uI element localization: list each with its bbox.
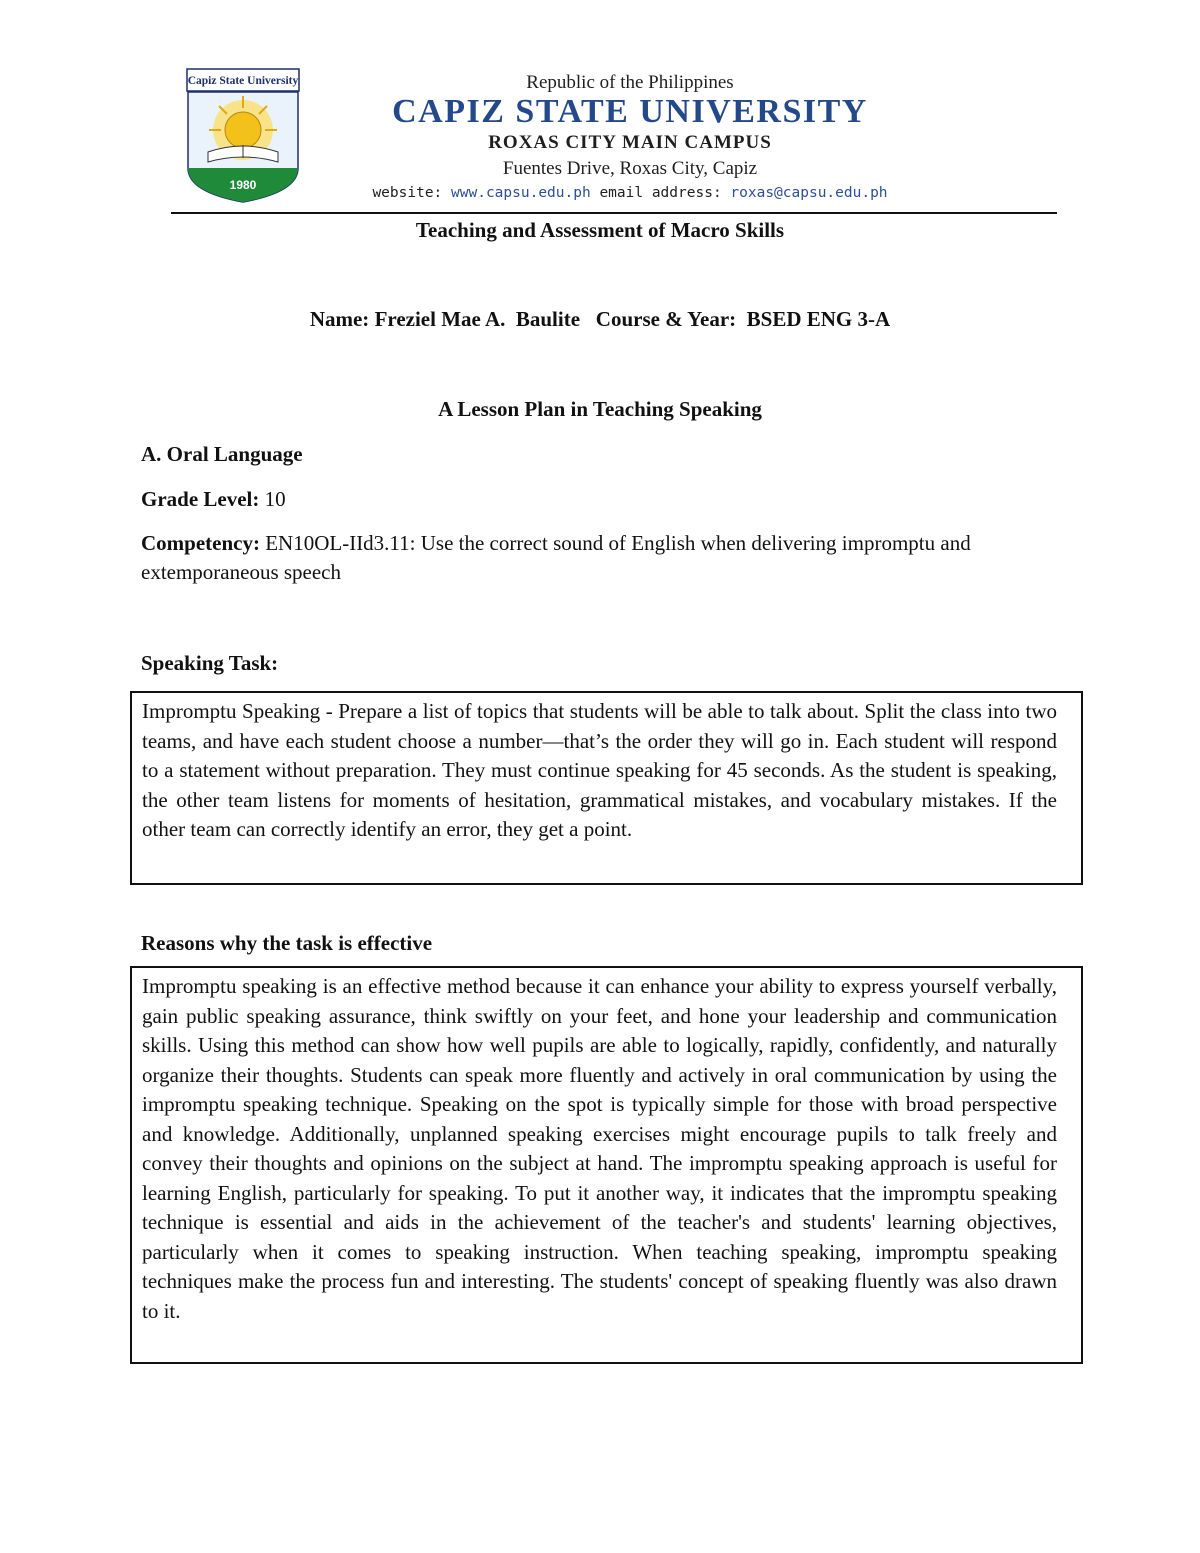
university-name: CAPIZ STATE UNIVERSITY: [392, 93, 868, 130]
logo-name-text: Capiz State University: [187, 75, 299, 87]
student-info-line: [0, 305, 1200, 333]
competency-label: Competency:: [141, 531, 260, 555]
university-logo: [186, 68, 300, 204]
course-year: BSED ENG 3-A: [746, 307, 891, 331]
email-label: email address:: [599, 185, 722, 201]
reasons-heading: Reasons why the task is effective: [141, 931, 433, 955]
contact-line: [340, 182, 920, 204]
campus-address: Fuentes Drive, Roxas City, Capiz: [502, 158, 758, 179]
grade-level: [141, 485, 1061, 514]
student-name: Freziel Mae A. Baulite: [374, 307, 581, 331]
speaking-task-box: Impromptu Speaking - Prepare a list of topics that students will be able to talk about. Split the class into two teams, and have each student choose a number—that’s the order they will go in. Each student will respond to a statement without preparation. They must continue speaking for 45 seconds. As the student is speaking, the other team listens for moments of hesitation, grammatical mistakes, and vocabulary mistakes. If the other team can correctly identify an error, they get a point.: [130, 691, 1083, 885]
lesson-plan-title: A Lesson Plan in Teaching Speaking: [438, 397, 762, 421]
section-heading: A. Oral Language: [141, 442, 303, 466]
speaking-task-heading: Speaking Task:: [141, 651, 279, 675]
university-seal-icon: [186, 68, 300, 204]
campus-name: ROXAS CITY MAIN CAMPUS: [488, 132, 772, 153]
grade-level-value: 10: [264, 487, 286, 511]
email-link[interactable]: roxas@capsu.edu.ph: [730, 185, 888, 201]
course-label: Course & Year:: [595, 307, 737, 331]
competency: [141, 529, 1041, 587]
header-divider: [171, 212, 1057, 214]
letterhead: [340, 70, 920, 204]
name-label: Name:: [309, 307, 370, 331]
republic-line: Republic of the Philippines: [526, 72, 734, 93]
subject-title: Teaching and Assessment of Macro Skills: [415, 218, 785, 242]
logo-year-text: 1980: [229, 178, 257, 192]
website-link[interactable]: www.capsu.edu.ph: [451, 185, 591, 201]
competency-value: EN10OL-IId3.11: Use the correct sound of English when delivering impromptu and extemporaneous speech: [141, 531, 971, 584]
website-label: website:: [372, 185, 443, 201]
reasons-box: Impromptu speaking is an effective method because it can enhance your ability to express yourself verbally, gain public speaking assurance, think swiftly on your feet, and hone your leadership and communication skills. Using this method can show how well pupils are able to logically, rapidly, confidently, and naturally organize their thoughts. Students can speak more fluently and actively in oral communication by using the impromptu speaking technique. Speaking on the spot is typically simple for those with broad perspective and knowledge. Additionally, unplanned speaking exercises might encourage pupils to talk freely and convey their thoughts and opinions on the subject at hand. The impromptu speaking approach is useful for learning English, particularly for speaking. To put it another way, it indicates that the impromptu speaking technique is essential and aids in the achievement of the teacher's and students' learning objectives, particularly when it comes to speaking instruction. When teaching speaking, impromptu speaking techniques make the process fun and interesting. The students' concept of speaking fluently was also drawn to it.: [130, 966, 1083, 1364]
grade-level-label: Grade Level:: [141, 487, 260, 511]
